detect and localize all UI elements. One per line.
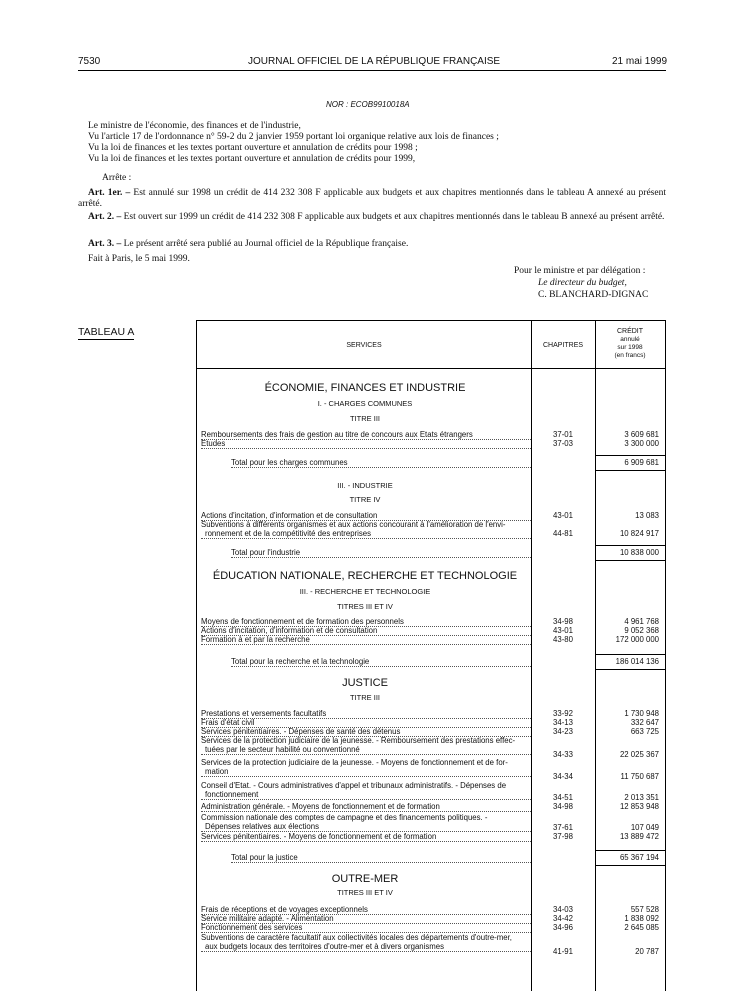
row-chapitre: 34-42 <box>553 914 573 923</box>
row-label: Services de la protection judiciaire de la jeunesse. - Moyens de fonctionnement et de for- <box>201 758 508 767</box>
article-number: Art. 1er. – <box>88 188 131 198</box>
row-chapitre: 43-80 <box>553 635 573 644</box>
article-2 <box>78 212 666 223</box>
row-chapitre: 34-98 <box>553 617 573 626</box>
total-row <box>231 548 531 558</box>
table-row <box>201 439 531 449</box>
row-amount: 10 824 917 <box>619 529 659 538</box>
col-header-credit-sub: sur 1998 <box>617 344 643 351</box>
row-amount: 12 853 948 <box>619 802 659 811</box>
row-amount: 172 000 000 <box>615 635 659 644</box>
row-label: Prestations et versements facultatifs <box>201 709 531 719</box>
section-title: ÉCONOMIE, FINANCES ET INDUSTRIE <box>264 382 466 394</box>
row-amount: 22 025 367 <box>619 750 659 759</box>
table-row <box>201 802 531 812</box>
article-text: Est ouvert sur 1999 un crédit de 414 232 308 F applicable aux budgets et aux chapitres mentionnés dans le tableau B annexé au présent arrêté. <box>123 212 665 222</box>
total-label: Total pour l'industrie <box>231 548 531 558</box>
row-chapitre: 34-13 <box>553 718 573 727</box>
section-titre: TITRE III <box>350 414 380 423</box>
col-header-credit-sub: (en francs) <box>614 352 646 359</box>
row-chapitre: 33-92 <box>553 709 573 718</box>
col-header-chapitres: CHAPITRES <box>542 342 584 349</box>
row-label: Services de la protection judiciaire de la jeunesse. - Remboursement des prestations effec- <box>201 736 516 745</box>
row-label: Services pénitentiaires. - Dépenses de santé des détenus <box>201 727 531 737</box>
row-label: Conseil d'Etat. - Cours administratives d'appel et tribunaux administratifs. - Dépenses de <box>201 781 507 790</box>
section-title: OUTRE-MER <box>331 873 399 885</box>
row-label-cont: aux budgets locaux des territoires d'outre-mer et à divers organismes <box>201 942 531 952</box>
table-row <box>201 923 531 933</box>
row-chapitre: 34-96 <box>553 923 573 932</box>
row-chapitre: 44-81 <box>553 529 573 538</box>
signature-line: Pour le ministre et par délégation : <box>514 266 646 276</box>
nor-reference: NOR : ECOB9910018A <box>326 100 410 109</box>
table-row <box>201 813 531 832</box>
row-label-cont: mation <box>201 767 531 777</box>
tableau-label: TABLEAU A <box>78 326 135 338</box>
section-titre: TITRE IV <box>349 495 381 504</box>
signature-title: Le directeur du budget, <box>538 278 627 288</box>
row-amount: 4 961 768 <box>624 617 659 626</box>
article-text: Est annulé sur 1998 un crédit de 414 232 308 F applicable aux budgets et aux chapitres mentionnés dans le tableau A annexé au présent arrêté. <box>78 188 666 209</box>
row-label-cont: fonctionnement <box>201 790 531 800</box>
row-label: Actions d'incitation, d'information et de consultation <box>201 511 531 521</box>
row-label: Frais de réceptions et de voyages exceptionnels <box>201 905 531 915</box>
row-label-cont: Dépenses relatives aux élections <box>201 822 531 832</box>
journal-title: JOURNAL OFFICIEL DE LA RÉPUBLIQUE FRANÇAISE <box>248 56 501 67</box>
total-row <box>231 853 531 863</box>
row-label: Services pénitentiaires. - Moyens de fonctionnement et de formation <box>201 832 531 842</box>
total-amount: 10 838 000 <box>619 548 659 557</box>
total-amount: 6 909 681 <box>624 458 659 467</box>
row-label-cont: tuées par le secteur habilité ou conventionné <box>201 745 531 755</box>
header-rule <box>78 70 666 71</box>
row-amount: 107 049 <box>630 823 659 832</box>
row-label-cont: ronnement et de la compétitivité des entreprises <box>201 529 531 539</box>
row-chapitre: 34-98 <box>553 802 573 811</box>
section-titre: TITRE III <box>350 693 380 702</box>
row-chapitre: 34-34 <box>553 772 573 781</box>
section-subtitle: III. - RECHERCHE ET TECHNOLOGIE <box>299 587 431 596</box>
total-amount: 65 367 194 <box>619 853 659 862</box>
row-label: Commission nationale des comptes de campagne et des financements politiques. - <box>201 813 488 822</box>
column-divider <box>531 321 532 991</box>
row-label: Frais d'état civil <box>201 718 531 728</box>
row-label: Subventions à différents organismes et aux actions concourant à l'amélioration de l'envi- <box>201 520 506 529</box>
row-chapitre: 43-01 <box>553 626 573 635</box>
row-amount: 11 750 687 <box>620 772 659 781</box>
article-1 <box>78 188 666 209</box>
row-label: Formation à et par la recherche <box>201 635 531 645</box>
row-chapitre: 37-61 <box>553 823 573 832</box>
row-amount: 557 528 <box>630 905 659 914</box>
section-titre: TITRES III ET IV <box>337 888 393 897</box>
total-amount: 186 014 136 <box>615 657 659 666</box>
row-label: Administration générale. - Moyens de fonctionnement et de formation <box>201 802 531 812</box>
section-subtitle: III. - INDUSTRIE <box>337 481 393 490</box>
col-header-credit-sub: annulé <box>620 336 640 343</box>
row-chapitre: 34-51 <box>553 793 573 802</box>
row-label: Service militaire adapté. - Alimentation <box>201 914 531 924</box>
row-chapitre: 34-03 <box>553 905 573 914</box>
article-3 <box>78 239 666 250</box>
row-chapitre: 34-33 <box>553 750 573 759</box>
row-amount: 663 725 <box>630 727 659 736</box>
arrete-label: Arrête : <box>102 173 132 183</box>
table-row <box>201 736 531 755</box>
row-chapitre: 37-98 <box>553 832 573 841</box>
row-amount: 13 083 <box>635 511 659 520</box>
section-title: JUSTICE <box>342 677 388 689</box>
article-number: Art. 2. – <box>88 212 122 222</box>
row-chapitre: 37-01 <box>553 430 573 439</box>
row-chapitre: 37-03 <box>553 439 573 448</box>
row-amount: 1 838 092 <box>624 914 659 923</box>
total-label: Total pour la justice <box>231 853 531 863</box>
row-amount: 13 889 472 <box>619 832 659 841</box>
total-row <box>231 657 531 667</box>
total-label: Total pour les charges communes <box>231 458 531 468</box>
row-chapitre: 43-01 <box>553 511 573 520</box>
row-amount: 332 647 <box>630 718 659 727</box>
done-at: Fait à Paris, le 5 mai 1999. <box>88 254 190 264</box>
total-row <box>231 458 531 468</box>
row-label: Subventions de caractère facultatif aux collectivités locales des départements d'outre-mer, <box>201 933 512 942</box>
total-label: Total pour la recherche et la technologie <box>231 657 531 667</box>
row-amount: 3 609 681 <box>624 430 659 439</box>
table-row <box>201 520 531 539</box>
article-number: Art. 3. – <box>88 239 122 249</box>
table-row <box>201 635 531 645</box>
row-amount: 1 730 948 <box>624 709 659 718</box>
row-label: Remboursements des frais de gestion au titre de concours aux Etats étrangers <box>201 430 531 440</box>
row-label: Fonctionnement des services <box>201 923 531 933</box>
table-row <box>201 781 531 800</box>
col-header-credit: CRÉDIT <box>616 328 644 335</box>
preamble-line: Vu l'article 17 de l'ordonnance n° 59-2 du 2 janvier 1959 portant loi organique relative aux lois de finances ; <box>88 132 499 142</box>
preamble-line: Le ministre de l'économie, des finances et de l'industrie, <box>88 121 301 131</box>
table-row <box>201 832 531 842</box>
row-amount: 2 645 085 <box>624 923 659 932</box>
row-amount: 3 300 000 <box>624 439 659 448</box>
col-header-services: SERVICES <box>346 342 382 349</box>
preamble-line: Vu la loi de finances et les textes portant ouverture et annulation de crédits pour 1998 ; <box>88 143 418 153</box>
row-amount: 9 052 368 <box>624 626 659 635</box>
table-row <box>201 758 531 777</box>
row-label: Etudes <box>201 439 531 449</box>
page-number: 7530 <box>78 56 101 67</box>
row-chapitre: 34-23 <box>553 727 573 736</box>
preamble-line: Vu la loi de finances et les textes portant ouverture et annulation de crédits pour 1999, <box>88 154 416 164</box>
section-title: ÉDUCATION NATIONALE, RECHERCHE ET TECHNOLOGIE <box>212 570 518 582</box>
article-text: Le présent arrêté sera publié au Journal officiel de la République française. <box>123 239 409 249</box>
row-amount: 20 787 <box>635 947 659 956</box>
row-amount: 2 013 351 <box>624 793 659 802</box>
issue-date: 21 mai 1999 <box>612 56 668 67</box>
budget-table <box>196 320 666 991</box>
row-chapitre: 41-91 <box>553 947 573 956</box>
signature-name: C. BLANCHARD-DIGNAC <box>538 290 649 300</box>
section-subtitle: I. - CHARGES COMMUNES <box>317 399 413 408</box>
row-label: Moyens de fonctionnement et de formation des personnels <box>201 617 531 627</box>
row-label: Actions d'incitation, d'information et de consultation <box>201 626 531 636</box>
header-divider <box>197 368 665 369</box>
section-titre: TITRES III ET IV <box>337 602 393 611</box>
table-row <box>201 933 531 952</box>
